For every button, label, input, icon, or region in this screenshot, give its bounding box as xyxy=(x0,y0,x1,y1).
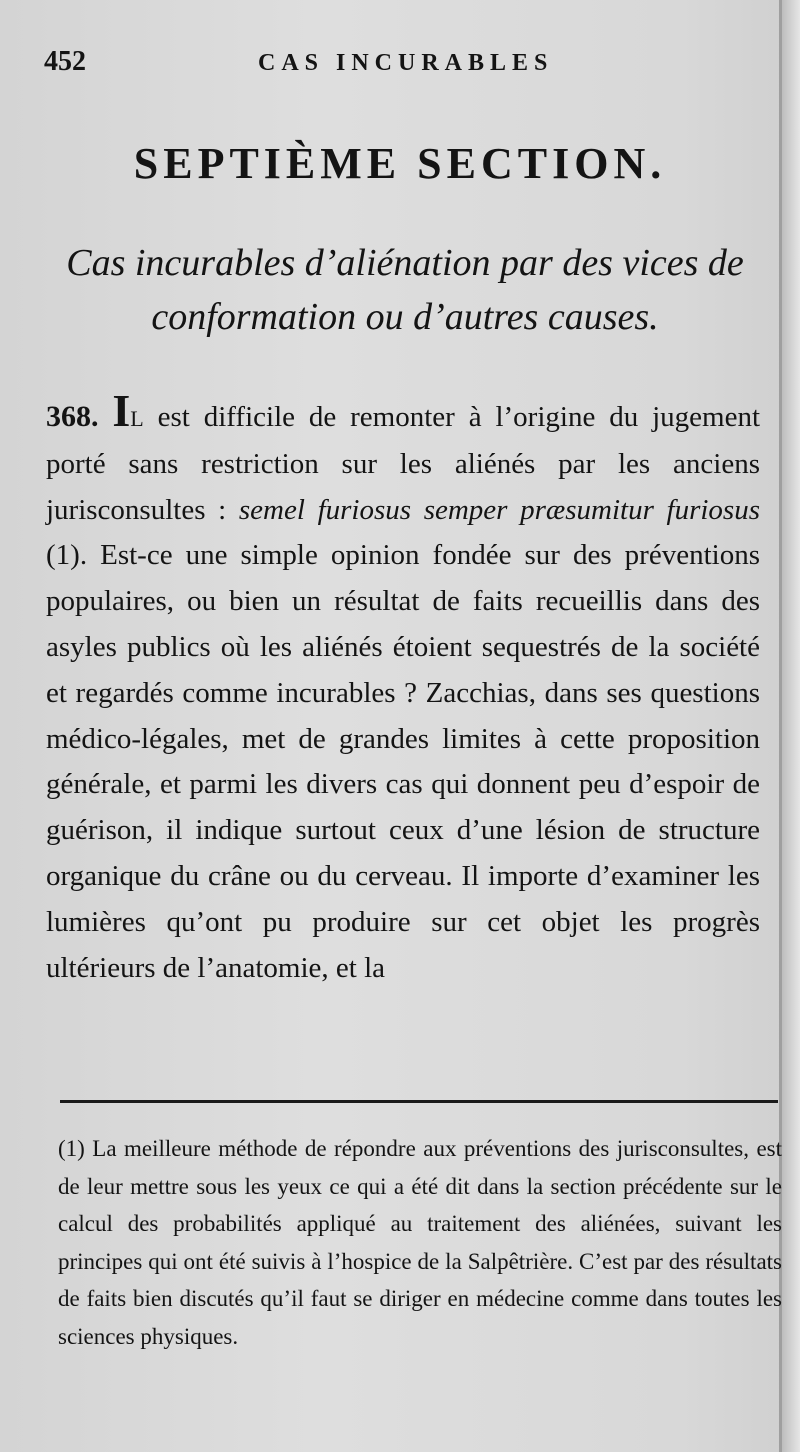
section-subtitle: Cas incurables d’aliénation par des vices de conformation ou d’autres causes. xyxy=(66,242,744,338)
footnote-reference: (1). xyxy=(46,539,101,572)
drop-cap: I xyxy=(112,385,131,436)
running-head xyxy=(40,44,760,84)
section-title: SEPTIÈME SECTION. xyxy=(133,139,667,188)
footnote-rule xyxy=(60,1100,778,1103)
running-title: CAS INCURABLES xyxy=(258,50,554,76)
latin-quote: semel furiosus semper præsumitur furiosus xyxy=(238,493,760,526)
page-gutter-shadow xyxy=(782,0,800,1452)
footnote: (1) La meilleure méthode de répondre aux préventions des jurisconsultes, est de leur mettre sous les yeux ce qui a été dit dans la section précédente sur le calcul des probabilités appliqué au traitement des aliénées, suivant les principes qui ont été suivis à l’hospice de la Salpêtrière. C’est par des résultats de faits bien discutés qu’il faut se diriger en médecine comme dans toutes les sciences physiques. xyxy=(58,1136,782,1349)
page-number: 452 xyxy=(44,46,86,77)
small-cap: L xyxy=(130,406,144,431)
paragraph-number: 368. xyxy=(46,400,99,433)
body-paragraph xyxy=(46,385,760,991)
paragraph-text-2: Est-ce une simple opinion fondée sur des préventions populaires, ou bien un résultat de faits recueillis dans des asyles publics où les aliénés étoient sequestrés de la société et regardés comme incurables ? Zacchias, dans ses questions médico-légales, met de grandes limites à cette proposition générale, et parmi les divers cas qui donnent peu d’espoir de guérison, il indique surtout ceux d’une lésion de structure organique du crâne ou du cerveau. Il importe d’examiner les lumières qu’ont pu produire sur cet objet les progrès ultérieurs de l’anatomie, et la xyxy=(46,539,760,984)
paragraph-text-1: est difficile de remonter à l’origine du jugement porté sans restriction sur les aliénés par les anciens jurisconsultes : xyxy=(46,401,760,526)
